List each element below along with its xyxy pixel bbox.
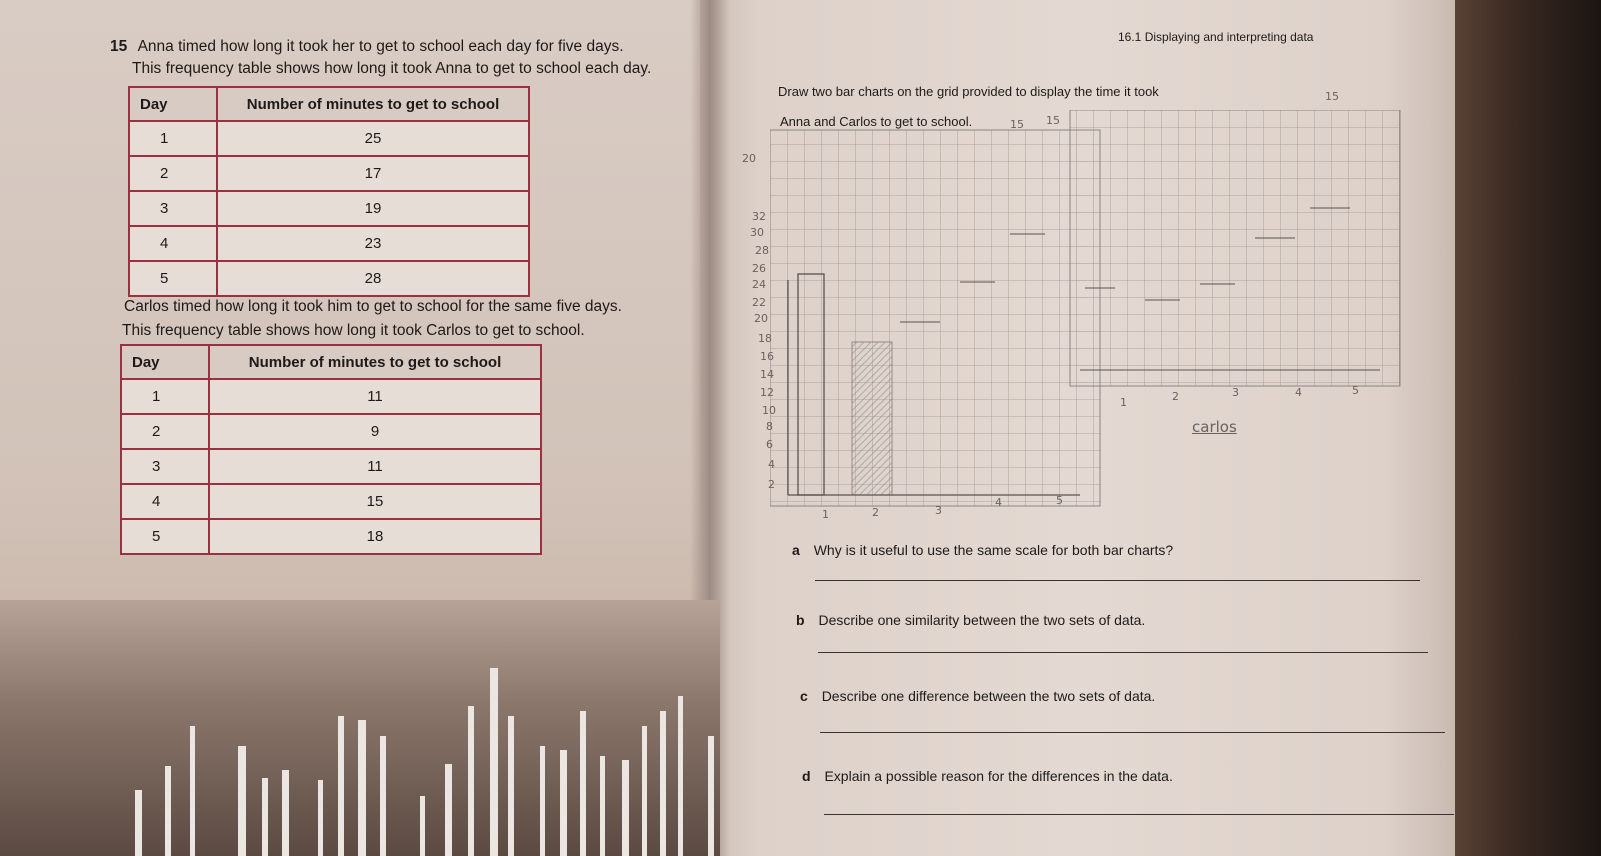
cell-minutes: 25 (217, 121, 529, 156)
table-row (121, 484, 541, 519)
question-number: 15 (110, 38, 128, 55)
cell-day: 2 (129, 156, 217, 191)
cell-day: 3 (129, 191, 217, 226)
answer-line[interactable] (820, 732, 1445, 733)
cell-minutes: 23 (217, 226, 529, 261)
book-edge-shadow (1455, 0, 1601, 856)
instruction-line2: Anna and Carlos to get to school. (780, 114, 973, 129)
question-15-line2: This frequency table shows how long it took Anna to get to school each day. (132, 60, 652, 77)
cell-minutes: 15 (209, 484, 541, 519)
pencil-label: 28 (755, 244, 769, 257)
pencil-label: 4 (768, 458, 775, 471)
pencil-label: 2 (872, 506, 879, 519)
carlos-intro-line2: This frequency table shows how long it took Carlos to get to school. (122, 322, 585, 339)
pencil-label: 5 (1352, 384, 1359, 397)
pencil-label: 1 (1120, 396, 1127, 409)
pencil-label: 24 (752, 278, 766, 291)
carlos-frequency-table (120, 344, 542, 555)
instruction-line1: Draw two bar charts on the grid provided to display the time it took (778, 84, 1159, 99)
decorative-bar-graphic (0, 600, 720, 856)
question-a (792, 542, 1173, 558)
table-row (121, 519, 541, 554)
question-text: Describe one difference between the two sets of data. (821, 688, 1156, 704)
pencil-label: 2 (1172, 390, 1179, 403)
header-minutes: Number of minutes to get to school (209, 345, 541, 379)
table-header-row (129, 87, 529, 121)
pencil-label: 15 (1046, 114, 1060, 127)
cell-minutes: 28 (217, 261, 529, 296)
question-d (802, 768, 1173, 784)
pencil-label: 14 (760, 368, 774, 381)
question-text: Why is it useful to use the same scale for both bar charts? (813, 542, 1174, 558)
carlos-intro-line1: Carlos timed how long it took him to get to school for the same five days. (124, 298, 622, 315)
pencil-label: 4 (1295, 386, 1302, 399)
section-header: 16.1 Displaying and interpreting data (1118, 30, 1314, 44)
question-15-line1 (110, 38, 624, 56)
pencil-bar (852, 342, 892, 495)
pencil-label: 10 (762, 404, 776, 417)
question-text: Describe one similarity between the two sets of data. (818, 612, 1146, 628)
pencil-label: 20 (754, 312, 768, 325)
anna-frequency-table (128, 86, 530, 297)
pencil-label: 1 (822, 508, 829, 521)
pencil-label: 16 (760, 350, 774, 363)
pencil-label: 15 (1325, 90, 1339, 103)
question-letter: d (802, 768, 811, 784)
bar-chart-grid (770, 110, 1410, 530)
cell-day: 3 (121, 449, 209, 484)
table-row (121, 379, 541, 414)
pencil-label: 26 (752, 262, 766, 275)
cell-day: 5 (129, 261, 217, 296)
header-day: Day (129, 87, 217, 121)
cell-minutes: 18 (209, 519, 541, 554)
table-row (129, 121, 529, 156)
table-row (121, 449, 541, 484)
cell-minutes: 9 (209, 414, 541, 449)
cell-day: 5 (121, 519, 209, 554)
pencil-label: 30 (750, 226, 764, 239)
pencil-label: 6 (766, 438, 773, 451)
pencil-label: 15 (1010, 118, 1024, 131)
answer-line[interactable] (818, 652, 1428, 653)
pencil-label: 18 (758, 332, 772, 345)
header-day: Day (121, 345, 209, 379)
pencil-chart-title: carlos (1192, 418, 1237, 436)
left-grid (770, 130, 1100, 506)
cell-minutes: 11 (209, 449, 541, 484)
answer-line[interactable] (824, 814, 1454, 815)
question-text: Explain a possible reason for the differences in the data. (824, 768, 1173, 784)
pencil-label: 8 (766, 420, 773, 433)
pencil-label: 4 (995, 496, 1002, 509)
pencil-label: 20 (742, 152, 756, 165)
pencil-label: 3 (935, 504, 942, 517)
question-b (796, 612, 1145, 628)
cell-minutes: 17 (217, 156, 529, 191)
pencil-label: 32 (752, 210, 766, 223)
table-row (129, 261, 529, 296)
table-row (121, 414, 541, 449)
pencil-label: 3 (1232, 386, 1239, 399)
table-row (129, 226, 529, 261)
right-grid (1070, 110, 1400, 386)
table-row (129, 191, 529, 226)
cell-day: 2 (121, 414, 209, 449)
cell-day: 1 (129, 121, 217, 156)
cell-day: 4 (129, 226, 217, 261)
pencil-label: 22 (752, 296, 766, 309)
cell-day: 4 (121, 484, 209, 519)
cell-minutes: 19 (217, 191, 529, 226)
pencil-label: 12 (760, 386, 774, 399)
question-letter: c (800, 688, 808, 704)
question-letter: a (792, 542, 800, 558)
cell-day: 1 (121, 379, 209, 414)
question-c (800, 688, 1155, 704)
cell-minutes: 11 (209, 379, 541, 414)
table-header-row (121, 345, 541, 379)
pencil-label: 2 (768, 478, 775, 491)
question-letter: b (796, 612, 805, 628)
header-minutes: Number of minutes to get to school (217, 87, 529, 121)
question-15-text: Anna timed how long it took her to get to school each day for five days. (137, 38, 624, 55)
answer-line[interactable] (815, 580, 1420, 581)
table-row (129, 156, 529, 191)
pencil-label: 5 (1056, 494, 1063, 507)
